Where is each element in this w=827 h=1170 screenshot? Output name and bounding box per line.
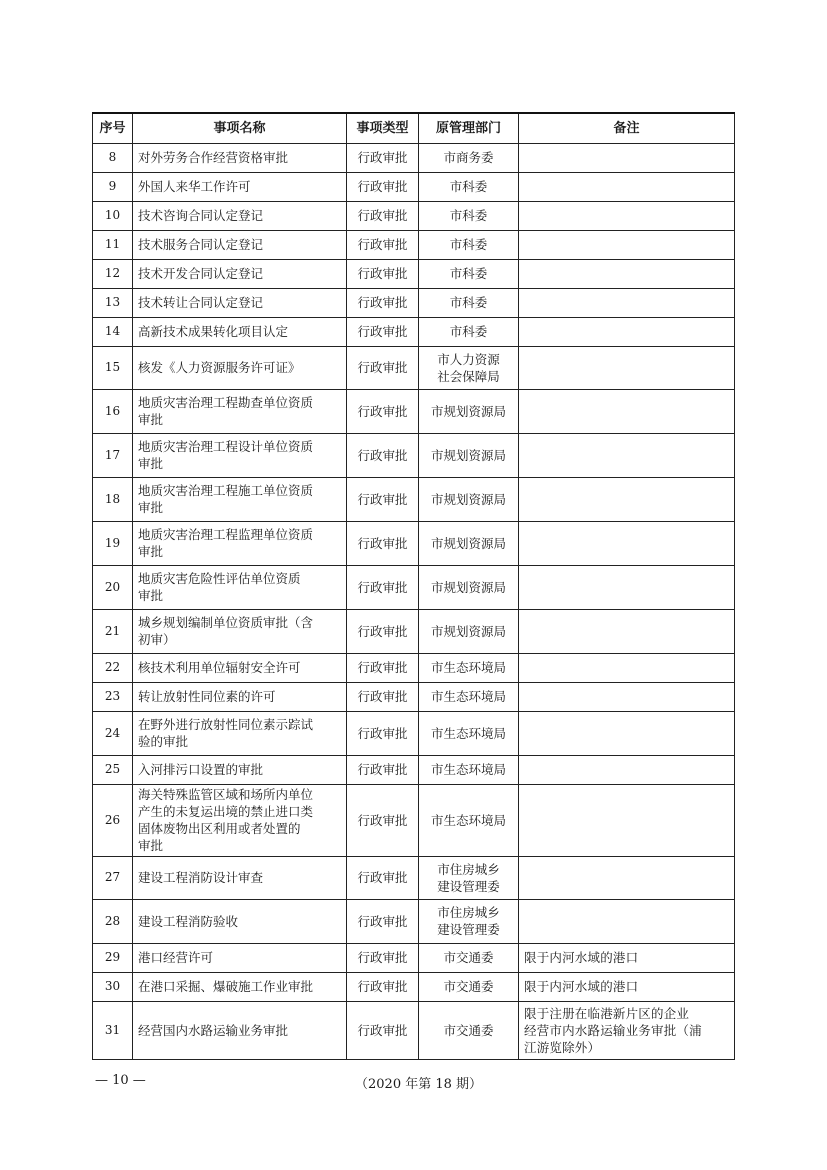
note-line: 江游览除外） xyxy=(524,1039,601,1055)
cell-seq: 27 xyxy=(93,856,133,899)
header-item-name: 事项名称 xyxy=(133,113,347,143)
cell-item-type: 行政审批 xyxy=(347,972,419,1001)
cell-item-name xyxy=(133,711,347,755)
cell-item-type: 行政审批 xyxy=(347,230,419,259)
table-row xyxy=(93,346,735,389)
cell-seq: 23 xyxy=(93,682,133,711)
cell-original-dept xyxy=(419,653,519,682)
cell-remarks xyxy=(519,389,735,433)
cell-item-name xyxy=(133,346,347,389)
cell-item-name xyxy=(133,172,347,201)
table-row xyxy=(93,972,735,1001)
dept-line: 市生态环境局 xyxy=(430,812,506,828)
cell-item-name xyxy=(133,682,347,711)
cell-original-dept xyxy=(419,943,519,972)
cell-seq: 9 xyxy=(93,172,133,201)
name-line: 地质灾害治理工程勘查单位资质 xyxy=(138,395,314,410)
name-line: 海关特殊监管区域和场所内单位 xyxy=(138,787,314,802)
table-row xyxy=(93,943,735,972)
cell-item-name xyxy=(133,259,347,288)
issue-label: （2020 年第 18 期） xyxy=(355,1077,483,1092)
table-row xyxy=(93,609,735,653)
cell-item-name xyxy=(133,899,347,943)
cell-seq: 18 xyxy=(93,477,133,521)
cell-original-dept xyxy=(419,711,519,755)
cell-item-name xyxy=(133,943,347,972)
dept-line: 市生态环境局 xyxy=(430,762,506,777)
cell-original-dept xyxy=(419,609,519,653)
cell-item-type: 行政审批 xyxy=(347,288,419,317)
name-line: 技术转让合同认定登记 xyxy=(138,295,264,310)
name-line: 入河排污口设置的审批 xyxy=(138,762,264,777)
dept-line: 建设管理委 xyxy=(437,922,500,937)
cell-original-dept xyxy=(419,856,519,899)
name-line: 审批 xyxy=(138,838,164,853)
cell-remarks xyxy=(519,609,735,653)
name-line: 核技术利用单位辐射安全许可 xyxy=(138,660,301,675)
cell-item-name xyxy=(133,784,347,856)
header-remarks: 备注 xyxy=(519,113,735,143)
name-line: 经营国内水路运输业务审批 xyxy=(138,1022,289,1038)
dept-line: 市生态环境局 xyxy=(430,660,506,675)
table-row xyxy=(93,682,735,711)
header-item-type: 事项类型 xyxy=(347,113,419,143)
cell-original-dept xyxy=(419,433,519,477)
cell-seq: 10 xyxy=(93,201,133,230)
name-line: 产生的未复运出境的禁止进口类 xyxy=(138,804,314,819)
table-row xyxy=(93,143,735,172)
table-row xyxy=(93,784,735,856)
cell-seq: 28 xyxy=(93,899,133,943)
dept-line: 市规划资源局 xyxy=(430,535,506,551)
cell-seq: 17 xyxy=(93,433,133,477)
dept-line: 市规划资源局 xyxy=(430,623,506,639)
name-line: 初审） xyxy=(138,632,176,647)
table-row xyxy=(93,755,735,784)
cell-original-dept xyxy=(419,317,519,346)
cell-remarks xyxy=(519,317,735,346)
dept-line: 市规划资源局 xyxy=(430,491,506,507)
cell-original-dept xyxy=(419,1001,519,1059)
note-line: 限于注册在临港新片区的企业 xyxy=(524,1005,690,1021)
cell-remarks xyxy=(519,433,735,477)
header-original-dept: 原管理部门 xyxy=(419,113,519,143)
header-seq: 序号 xyxy=(93,113,133,143)
cell-remarks xyxy=(519,682,735,711)
cell-remarks xyxy=(519,899,735,943)
name-line: 建设工程消防设计审查 xyxy=(138,870,264,885)
cell-item-type: 行政审批 xyxy=(347,856,419,899)
cell-item-name xyxy=(133,288,347,317)
dept-line: 市规划资源局 xyxy=(430,447,506,463)
cell-seq: 15 xyxy=(93,346,133,389)
cell-remarks xyxy=(519,288,735,317)
cell-original-dept xyxy=(419,259,519,288)
cell-item-type: 行政审批 xyxy=(347,317,419,346)
cell-remarks xyxy=(519,972,735,1001)
table-row xyxy=(93,259,735,288)
table-row xyxy=(93,899,735,943)
dept-line: 市交通委 xyxy=(443,1022,494,1038)
cell-item-name xyxy=(133,433,347,477)
cell-seq: 21 xyxy=(93,609,133,653)
cell-item-type: 行政审批 xyxy=(347,682,419,711)
name-line: 审批 xyxy=(138,456,164,471)
cell-item-name xyxy=(133,477,347,521)
cell-item-type: 行政审批 xyxy=(347,711,419,755)
cell-original-dept xyxy=(419,288,519,317)
cell-item-type: 行政审批 xyxy=(347,784,419,856)
cell-item-name xyxy=(133,230,347,259)
table-row xyxy=(93,317,735,346)
cell-item-type: 行政审批 xyxy=(347,477,419,521)
name-line: 验的审批 xyxy=(138,734,189,749)
cell-item-name xyxy=(133,856,347,899)
table-row xyxy=(93,1001,735,1059)
cell-original-dept xyxy=(419,972,519,1001)
cell-seq: 13 xyxy=(93,288,133,317)
cell-original-dept xyxy=(419,143,519,172)
dept-line: 市人力资源 xyxy=(437,351,500,367)
note-line: 限于内河水域的港口 xyxy=(524,979,639,994)
cell-seq: 31 xyxy=(93,1001,133,1059)
cell-item-type: 行政审批 xyxy=(347,201,419,230)
name-line: 港口经营许可 xyxy=(138,950,214,965)
cell-original-dept xyxy=(419,565,519,609)
name-line: 外国人来华工作许可 xyxy=(138,179,251,194)
name-line: 地质灾害治理工程监理单位资质 xyxy=(138,527,314,542)
dept-line: 建设管理委 xyxy=(437,878,500,894)
name-line: 技术服务合同认定登记 xyxy=(138,237,264,252)
cell-remarks xyxy=(519,711,735,755)
cell-remarks xyxy=(519,143,735,172)
cell-remarks xyxy=(519,943,735,972)
cell-remarks xyxy=(519,856,735,899)
cell-remarks xyxy=(519,346,735,389)
cell-item-type: 行政审批 xyxy=(347,899,419,943)
dept-line: 市科委 xyxy=(449,324,488,339)
note-line: 经营市内水路运输业务审批（浦 xyxy=(524,1022,702,1038)
dept-line: 市规划资源局 xyxy=(430,579,506,595)
cell-item-type: 行政审批 xyxy=(347,143,419,172)
name-line: 核发《人力资源服务许可证》 xyxy=(138,360,301,375)
cell-item-type: 行政审批 xyxy=(347,1001,419,1059)
cell-original-dept xyxy=(419,784,519,856)
cell-seq: 20 xyxy=(93,565,133,609)
cell-remarks xyxy=(519,259,735,288)
name-line: 地质灾害治理工程设计单位资质 xyxy=(138,439,314,454)
cell-original-dept xyxy=(419,899,519,943)
table-row xyxy=(93,521,735,565)
cell-item-name xyxy=(133,972,347,1001)
name-line: 对外劳务合作经营资格审批 xyxy=(138,150,289,165)
cell-seq: 26 xyxy=(93,784,133,856)
dept-line: 市科委 xyxy=(449,266,488,281)
cell-item-name xyxy=(133,201,347,230)
cell-seq: 30 xyxy=(93,972,133,1001)
cell-original-dept xyxy=(419,389,519,433)
cell-seq: 16 xyxy=(93,389,133,433)
table-row xyxy=(93,389,735,433)
name-line: 在野外进行放射性同位素示踪试 xyxy=(138,717,314,732)
cell-remarks xyxy=(519,230,735,259)
cell-item-name xyxy=(133,609,347,653)
cell-seq: 14 xyxy=(93,317,133,346)
table-row xyxy=(93,477,735,521)
cell-item-name xyxy=(133,653,347,682)
dept-line: 市规划资源局 xyxy=(430,403,506,419)
cell-original-dept xyxy=(419,201,519,230)
cell-item-type: 行政审批 xyxy=(347,653,419,682)
dept-line: 市住房城乡 xyxy=(437,861,500,877)
dept-line: 市科委 xyxy=(449,295,488,310)
cell-seq: 24 xyxy=(93,711,133,755)
cell-original-dept xyxy=(419,755,519,784)
note-line: 限于内河水域的港口 xyxy=(524,950,639,965)
name-line: 审批 xyxy=(138,412,164,427)
name-line: 审批 xyxy=(138,588,164,603)
table-row xyxy=(93,433,735,477)
name-line: 在港口采掘、爆破施工作业审批 xyxy=(138,979,314,994)
cell-seq: 29 xyxy=(93,943,133,972)
dept-line: 市科委 xyxy=(449,237,488,252)
cell-item-type: 行政审批 xyxy=(347,172,419,201)
cell-item-name xyxy=(133,143,347,172)
cell-remarks xyxy=(519,172,735,201)
table-row xyxy=(93,172,735,201)
cell-item-type: 行政审批 xyxy=(347,565,419,609)
dept-line: 社会保障局 xyxy=(437,368,500,384)
cell-item-type: 行政审批 xyxy=(347,943,419,972)
name-line: 技术开发合同认定登记 xyxy=(138,266,264,281)
cell-seq: 12 xyxy=(93,259,133,288)
name-line: 地质灾害危险性评估单位资质 xyxy=(138,571,301,586)
cell-original-dept xyxy=(419,682,519,711)
cell-item-type: 行政审批 xyxy=(347,389,419,433)
cell-item-type: 行政审批 xyxy=(347,433,419,477)
cell-remarks xyxy=(519,784,735,856)
table-row xyxy=(93,230,735,259)
cell-item-type: 行政审批 xyxy=(347,755,419,784)
dept-line: 市生态环境局 xyxy=(430,689,506,704)
cell-item-name xyxy=(133,1001,347,1059)
cell-seq: 19 xyxy=(93,521,133,565)
table-row xyxy=(93,201,735,230)
dept-line: 市住房城乡 xyxy=(437,905,500,920)
name-line: 审批 xyxy=(138,500,164,515)
dept-line: 市交通委 xyxy=(443,950,494,965)
cell-original-dept xyxy=(419,230,519,259)
cell-remarks xyxy=(519,477,735,521)
cell-seq: 22 xyxy=(93,653,133,682)
dept-line: 市商务委 xyxy=(443,150,494,165)
cell-original-dept xyxy=(419,346,519,389)
dept-line: 市科委 xyxy=(449,208,488,223)
cell-item-name xyxy=(133,755,347,784)
table-row xyxy=(93,565,735,609)
cell-seq: 25 xyxy=(93,755,133,784)
name-line: 城乡规划编制单位资质审批（含 xyxy=(138,615,314,630)
cell-item-name xyxy=(133,565,347,609)
cell-item-type: 行政审批 xyxy=(347,609,419,653)
cell-item-type: 行政审批 xyxy=(347,521,419,565)
name-line: 建设工程消防验收 xyxy=(138,913,239,929)
cell-item-type: 行政审批 xyxy=(347,259,419,288)
cell-seq: 8 xyxy=(93,143,133,172)
dept-line: 市交通委 xyxy=(443,979,494,994)
items-table xyxy=(92,112,735,1060)
name-line: 转让放射性同位素的许可 xyxy=(138,689,276,704)
cell-item-name xyxy=(133,317,347,346)
table-body xyxy=(93,143,735,1059)
cell-item-type: 行政审批 xyxy=(347,346,419,389)
cell-remarks xyxy=(519,565,735,609)
name-line: 高新技术成果转化项目认定 xyxy=(138,324,289,339)
name-line: 审批 xyxy=(138,544,164,559)
cell-original-dept xyxy=(419,521,519,565)
cell-remarks xyxy=(519,1001,735,1059)
cell-item-name xyxy=(133,389,347,433)
table-row xyxy=(93,711,735,755)
name-line: 地质灾害治理工程施工单位资质 xyxy=(138,483,314,498)
cell-original-dept xyxy=(419,172,519,201)
name-line: 技术咨询合同认定登记 xyxy=(138,208,264,223)
table-row xyxy=(93,653,735,682)
table-row xyxy=(93,288,735,317)
cell-original-dept xyxy=(419,477,519,521)
dept-line: 市科委 xyxy=(449,179,488,194)
page-number: — 10 — xyxy=(95,1073,146,1088)
cell-item-name xyxy=(133,521,347,565)
cell-seq: 11 xyxy=(93,230,133,259)
dept-line: 市生态环境局 xyxy=(430,725,506,741)
name-line: 固体废物出区利用或者处置的 xyxy=(138,821,301,836)
table-header-row xyxy=(93,113,735,143)
table-row xyxy=(93,856,735,899)
cell-remarks xyxy=(519,201,735,230)
cell-remarks xyxy=(519,755,735,784)
cell-remarks xyxy=(519,521,735,565)
cell-remarks xyxy=(519,653,735,682)
